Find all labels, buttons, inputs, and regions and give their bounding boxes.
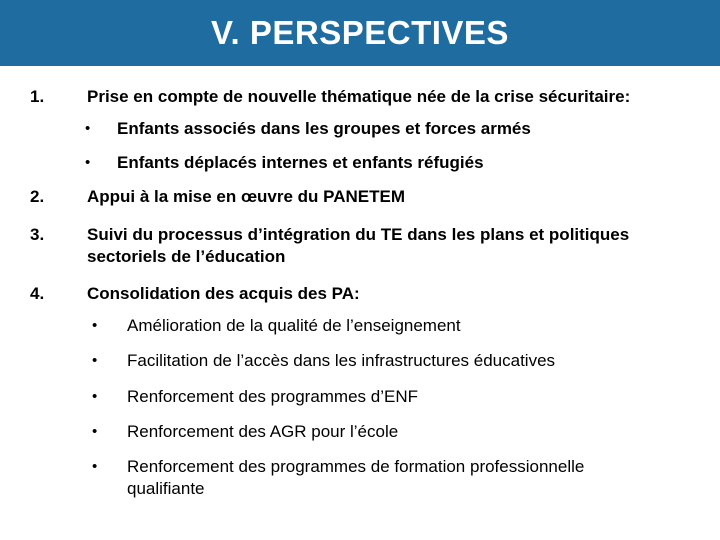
item-number: 3. (30, 225, 45, 244)
item-text: Consolidation des acquis des PA: (87, 284, 360, 303)
item-number: 4. (30, 284, 45, 303)
title-bar (0, 0, 720, 66)
sub-item: Renforcement des AGR pour l’école (127, 422, 399, 441)
sub-item: Amélioration de la qualité de l’enseignement (127, 316, 461, 335)
sub-item: Renforcement des programmes de formation professionnelle qualifiante (127, 457, 585, 498)
sub-item: Enfants déplacés internes et enfants réfugiés (117, 153, 484, 172)
item-number: 2. (30, 187, 45, 206)
sub-item: Facilitation de l’accès dans les infrastructures éducatives (127, 351, 556, 370)
sub-item: Enfants associés dans les groupes et forces armés (117, 119, 531, 138)
bullet-icon: • (92, 423, 98, 440)
item-text: Prise en compte de nouvelle thématique née de la crise sécuritaire: (87, 87, 631, 106)
bullet-icon: • (92, 317, 98, 334)
slide-title: V. PERSPECTIVES (211, 14, 509, 51)
bullet-icon: • (92, 458, 98, 475)
item-text: Suivi du processus d’intégration du TE dans les plans et politiques sectoriels de l’éducation (87, 225, 630, 266)
item-text: Appui à la mise en œuvre du PANETEM (87, 187, 406, 206)
bullet-icon: • (92, 352, 98, 369)
bullet-icon: • (85, 154, 91, 171)
bullet-icon: • (92, 388, 98, 405)
sub-item: Renforcement des programmes d’ENF (127, 387, 419, 406)
bullet-icon: • (85, 120, 91, 137)
item-number: 1. (30, 87, 45, 106)
